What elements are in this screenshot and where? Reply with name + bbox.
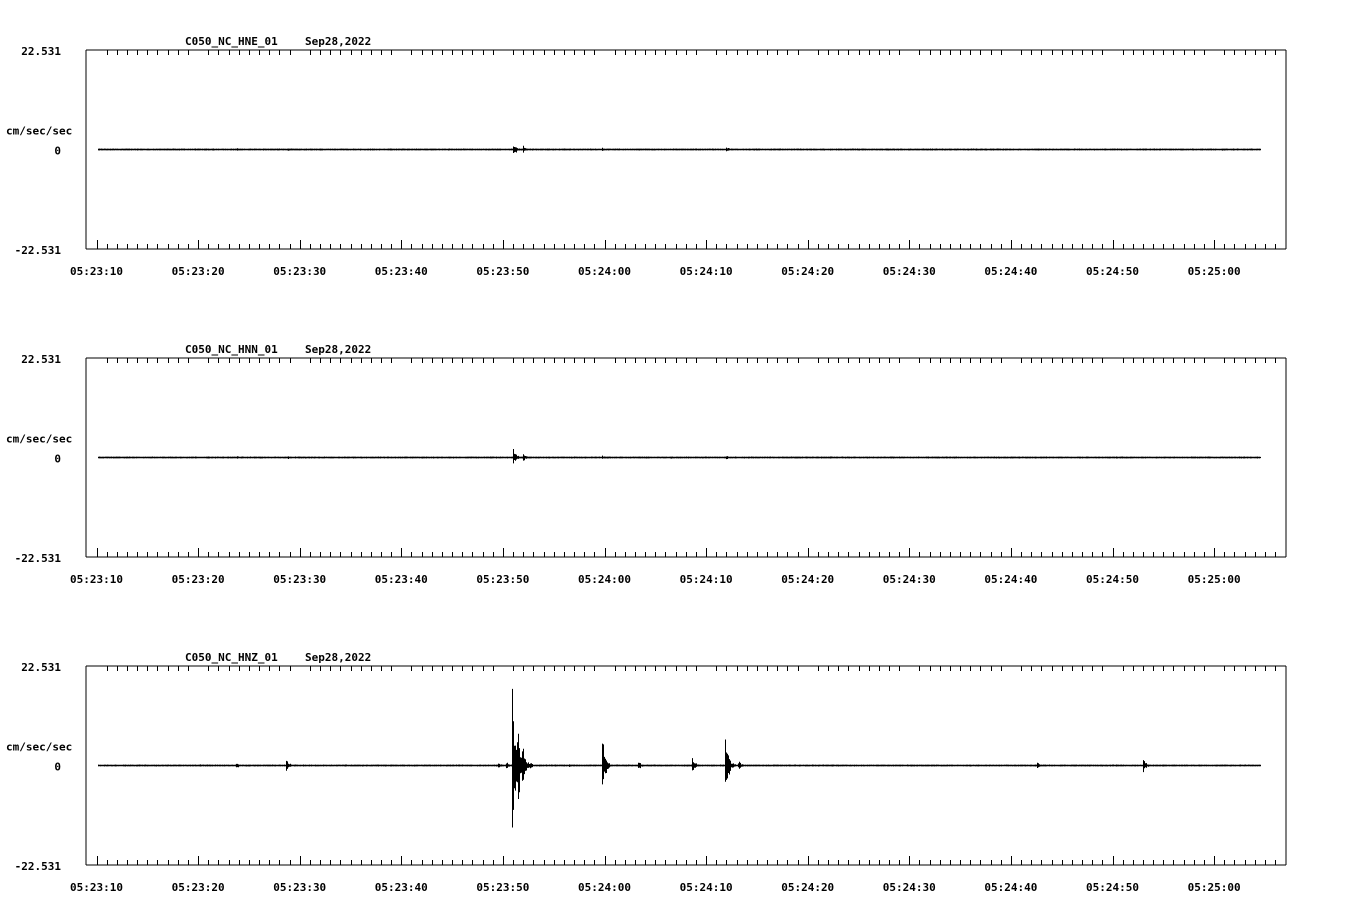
seismogram-panel	[6, 343, 1286, 586]
y-axis-label: cm/sec/sec	[6, 432, 73, 446]
recording-date: Sep28,2022	[305, 35, 372, 48]
x-tick-label: 05:24:00	[578, 573, 631, 586]
x-tick-label: 05:24:00	[578, 265, 631, 278]
x-tick-label: 05:24:50	[1086, 573, 1139, 586]
x-tick-label: 05:23:10	[70, 573, 123, 586]
x-tick-label: 05:24:10	[679, 573, 733, 586]
x-tick-label: 05:23:50	[476, 573, 530, 586]
x-tick-label: 05:25:00	[1187, 265, 1241, 278]
y-tick-label: 22.531	[21, 353, 61, 366]
x-tick-label: 05:24:20	[781, 265, 835, 278]
x-tick-label: 05:23:50	[476, 265, 530, 278]
x-tick-label: 05:25:00	[1187, 881, 1241, 894]
x-tick-label: 05:23:40	[374, 265, 428, 278]
x-tick-label: 05:23:40	[374, 573, 428, 586]
x-tick-label: 05:23:20	[171, 573, 225, 586]
x-tick-label: 05:23:30	[273, 265, 327, 278]
x-tick-label: 05:24:20	[781, 573, 835, 586]
x-tick-label: 05:23:10	[70, 881, 123, 894]
channel-title: C050_NC_HNE_01	[185, 35, 278, 48]
y-tick-label: -22.531	[14, 860, 61, 873]
x-tick-label: 05:24:40	[984, 265, 1038, 278]
channel-title: C050_NC_HNN_01	[185, 343, 278, 356]
y-tick-label: 22.531	[21, 661, 61, 674]
x-tick-label: 05:23:20	[171, 265, 225, 278]
x-tick-label: 05:24:50	[1086, 881, 1139, 894]
recording-date: Sep28,2022	[305, 651, 372, 664]
x-tick-label: 05:24:30	[882, 265, 936, 278]
y-tick-label: -22.531	[14, 552, 61, 565]
x-tick-label: 05:24:10	[679, 881, 733, 894]
x-tick-label: 05:24:20	[781, 881, 835, 894]
y-tick-label: 0	[54, 452, 61, 466]
y-axis-label: cm/sec/sec	[6, 740, 73, 754]
y-axis-label: cm/sec/sec	[6, 124, 73, 138]
y-tick-label: -22.531	[14, 244, 61, 257]
x-tick-label: 05:24:00	[578, 881, 631, 894]
x-tick-label: 05:24:30	[882, 881, 936, 894]
waveform-trace	[99, 449, 1261, 463]
seismogram-panel	[6, 651, 1286, 894]
x-tick-label: 05:23:40	[374, 881, 428, 894]
x-tick-label: 05:24:50	[1086, 265, 1139, 278]
recording-date: Sep28,2022	[305, 343, 372, 356]
x-tick-label: 05:24:30	[882, 573, 936, 586]
channel-title: C050_NC_HNZ_01	[185, 651, 278, 664]
y-tick-label: 0	[54, 760, 61, 774]
waveform-trace	[99, 689, 1261, 828]
x-tick-label: 05:23:30	[273, 573, 327, 586]
x-tick-label: 05:24:40	[984, 573, 1038, 586]
x-tick-label: 05:24:40	[984, 881, 1038, 894]
x-tick-label: 05:23:10	[70, 265, 123, 278]
y-tick-label: 22.531	[21, 45, 61, 58]
x-tick-label: 05:23:50	[476, 881, 530, 894]
seismogram-panel	[6, 35, 1286, 278]
x-tick-label: 05:24:10	[679, 265, 733, 278]
y-tick-label: 0	[54, 144, 61, 158]
x-tick-label: 05:23:20	[171, 881, 225, 894]
x-tick-label: 05:23:30	[273, 881, 327, 894]
x-tick-label: 05:25:00	[1187, 573, 1241, 586]
